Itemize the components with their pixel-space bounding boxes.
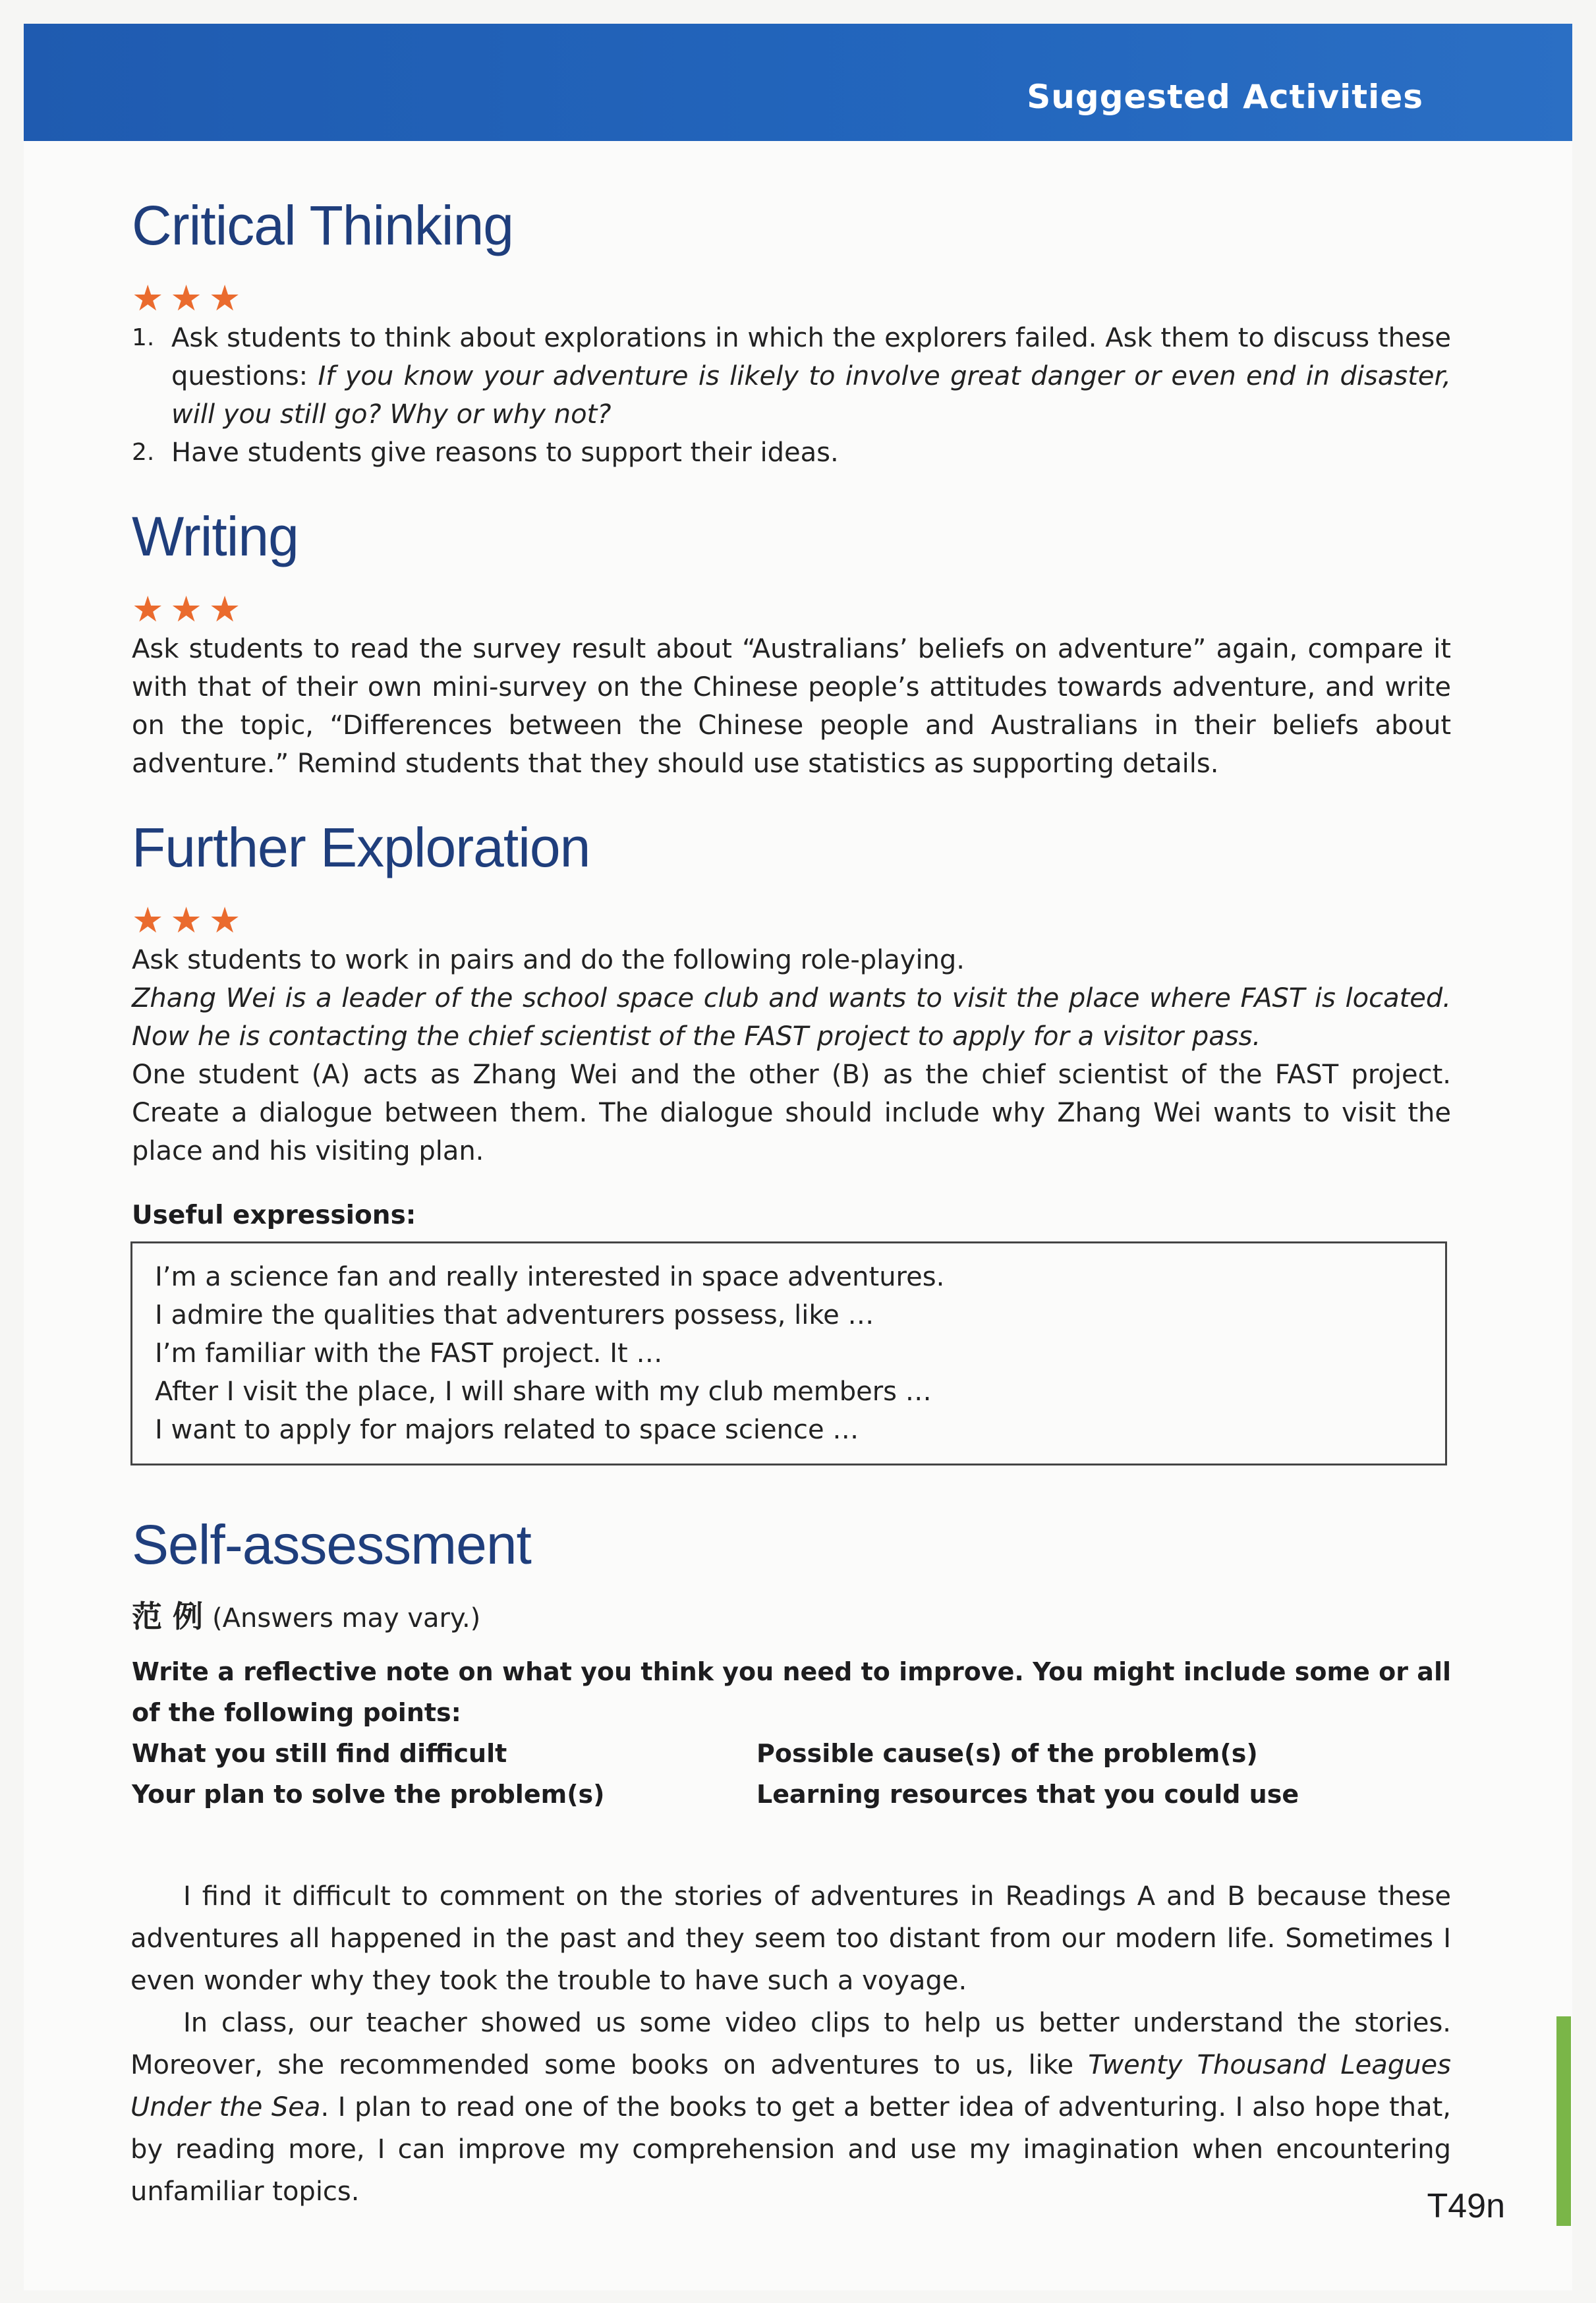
book-title: Twenty Thousand Leagues Under the Sea (130, 2050, 1452, 2122)
exploration-intro: Ask students to work in pairs and do the following role-playing. (132, 945, 965, 975)
page-number: T49n (1427, 2187, 1505, 2225)
exploration-scenario: Zhang Wei is a leader of the school space club and wants to visit the place where FAST is located. Now he is contacting the chief scientist of the FAST project to apply for a visitor pass. (132, 983, 1451, 1052)
expression-item: I’m familiar with the FAST project. It … (155, 1338, 663, 1369)
side-tab-marker (1556, 2016, 1571, 2226)
example-note: (Answers may vary.) (212, 1603, 481, 1634)
assessment-point: Possible cause(s) of the problem(s) (756, 1739, 1258, 1768)
expression-item: I admire the qualities that adventurers possess, like … (155, 1300, 874, 1330)
list-number: 1. (132, 324, 155, 351)
list-item-text: Have students give reasons to support their ideas. (171, 438, 839, 468)
essay-paragraph: I find it difficult to comment on the stories of adventures in Readings A and B because these adventures all happened in the past and they seem too distant from our modern life. Sometimes I even wonder why they took the trouble to have such a voyage. (130, 1881, 1451, 1996)
essay-paragraph (130, 2002, 1451, 2213)
self-assessment-points (132, 1733, 1451, 1815)
list-item-text: Ask students to think about explorations in which the explorers failed. Ask them to discuss these questions: (171, 323, 1451, 391)
expression-item: I’m a science fan and really interested in space adventures. (155, 1262, 945, 1292)
critical-thinking-heading: Critical Thinking (132, 194, 513, 256)
further-exploration-heading: Further Exploration (132, 816, 590, 878)
exploration-instructions: One student (A) acts as Zhang Wei and the other (B) as the chief scientist of the FAST project. Create a dialogue between them. The dialogue should include why Zhang Wei wants to visit the place and his visiting plan. (132, 1060, 1451, 1166)
header-title: Suggested Activities (1027, 78, 1423, 116)
star-rating-icon: ★★★ (132, 277, 248, 319)
further-exploration-text (132, 941, 1451, 1170)
self-assessment-heading: Self-assessment (132, 1514, 531, 1576)
assessment-point: What you still find difficult (132, 1739, 507, 1768)
self-assessment-instruction: Write a reflective note on what you think you need to improve. You might include some or all of the following points: (132, 1657, 1451, 1727)
list-item-question: If you know your adventure is likely to involve great danger or even end in disaster, will you still go? Why or why not? (171, 361, 1452, 430)
useful-expressions-label: Useful expressions: (132, 1201, 416, 1230)
example-cn-label: 范 例 (132, 1599, 204, 1634)
expression-item: After I visit the place, I will share with my club members … (155, 1377, 932, 1407)
example-label (132, 1597, 480, 1637)
star-rating-icon: ★★★ (132, 899, 248, 941)
list-item (132, 319, 1451, 434)
writing-paragraph: Ask students to read the survey result about “Australians’ beliefs on adventure” again, compare it with that of their own mini-survey on the Chinese people’s attitudes towards adventure, and write on the topic, “Differences between the Chinese people and Australians in their beliefs about adventure.” Remind students that they should use statistics as supporting details. (132, 634, 1451, 779)
useful-expressions-box (130, 1241, 1447, 1465)
essay-text: In class, our teacher showed us some video clips to help us better understand the stories. Moreover, she recommended some books on adventures to us, like (130, 2008, 1451, 2080)
star-rating-icon: ★★★ (132, 588, 248, 630)
assessment-point: Learning resources that you could use (756, 1780, 1299, 1809)
writing-heading: Writing (132, 505, 299, 567)
expression-item: I want to apply for majors related to space science … (155, 1415, 859, 1445)
writing-text (132, 630, 1451, 783)
assessment-point: Your plan to solve the problem(s) (132, 1780, 605, 1809)
essay-text: . I plan to read one of the books to get a better idea of adventuring. I also hope that, by reading more, I can improve my comprehension and use my imagination when encountering unfamiliar topics. (130, 2092, 1451, 2207)
reflective-essay (130, 1875, 1451, 2213)
list-number: 2. (132, 439, 155, 466)
critical-thinking-list (132, 319, 1451, 472)
list-item (132, 434, 1451, 472)
